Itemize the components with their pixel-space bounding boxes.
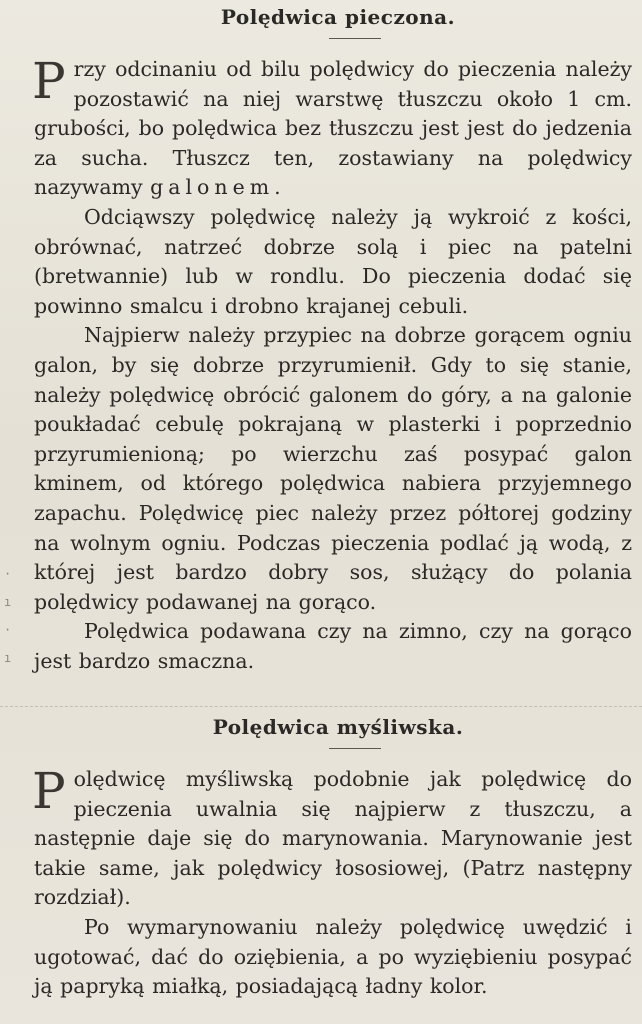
recipe-section-2 bbox=[0, 712, 642, 1002]
speck: ı bbox=[4, 651, 12, 665]
recipe-paragraph-4: Polędwica podawana czy na zimno, czy na gorąco jest bardzo smaczna. bbox=[34, 619, 632, 673]
recipe-section-1 bbox=[0, 2, 642, 676]
emphasized-term: galonem bbox=[150, 175, 275, 200]
dropcap: P bbox=[32, 52, 66, 110]
paragraph-text: olędwicę myśliwską podobnie jak polędwicę do pieczenia uwalnia się najpierw z tłuszczu, a następnie daje się do marynowania. Marynowanie jest takie same, jak polędwicy łososiowej, (Patrz następny rozdział). bbox=[34, 767, 632, 910]
speck: ı bbox=[4, 595, 12, 609]
speck: · bbox=[4, 567, 12, 581]
recipe-paragraph-2: Odciąwszy polędwicę należy ją wykroić z kości, obrównać, natrzeć dobrze solą i piec na patelni (bretwannie) lub w rondlu. Do pieczenia dodać się powinno smalcu i drobno krajanej cebuli. bbox=[34, 204, 632, 318]
recipe-paragraph-1 bbox=[32, 762, 632, 913]
recipe-title: Polędwica myśliwska. bbox=[212, 715, 464, 739]
paragraph-text: rzy odcinaniu od bilu polędwicy do pieczenia należy pozostawić na niej warstwę tłuszczu około 1 cm. grubości, bo polędwica bez tłuszczu jest jest do jedzenia za sucha. Tłuszcz ten, zostawiany na polędwicy nazywamy bbox=[34, 57, 632, 200]
recipe-paragraph-1 bbox=[32, 52, 632, 203]
title-rule bbox=[329, 748, 381, 749]
recipe-paragraph-3: Najpierw należy przypiec na dobrze gorącem ogniu galon, by się dobrze przyrumienił. Gdy to się stanie, należy polędwicę obrócić galonem do góry, a na galonie poukładać cebulę pokrajaną w plasterki i poprzednio przyrumienioną; po wierzchu zaś posypać galon kminem, od którego polędwica nabiera przyjemnego zapachu. Polędwicę piec należy przez półtorej godziny na wolnym ogniu. Podczas pieczenia podlać ją wodą, z której jest bardzo dobry sos, służący do polania polędwicy podawanej na gorąco. bbox=[34, 323, 632, 614]
recipe-paragraph-2: Po wymarynowaniu należy polędwicę uwędzić i ugotować, dać do oziębienia, a po wyziębieniu posypać ją papryką miałką, posiadającą ładny kolor. bbox=[34, 914, 632, 999]
title-rule bbox=[329, 38, 381, 39]
paragraph-text-end: . bbox=[274, 175, 281, 200]
recipe-title: Polędwica pieczona. bbox=[220, 5, 456, 29]
speck: · bbox=[4, 623, 12, 637]
dropcap: P bbox=[32, 762, 66, 820]
